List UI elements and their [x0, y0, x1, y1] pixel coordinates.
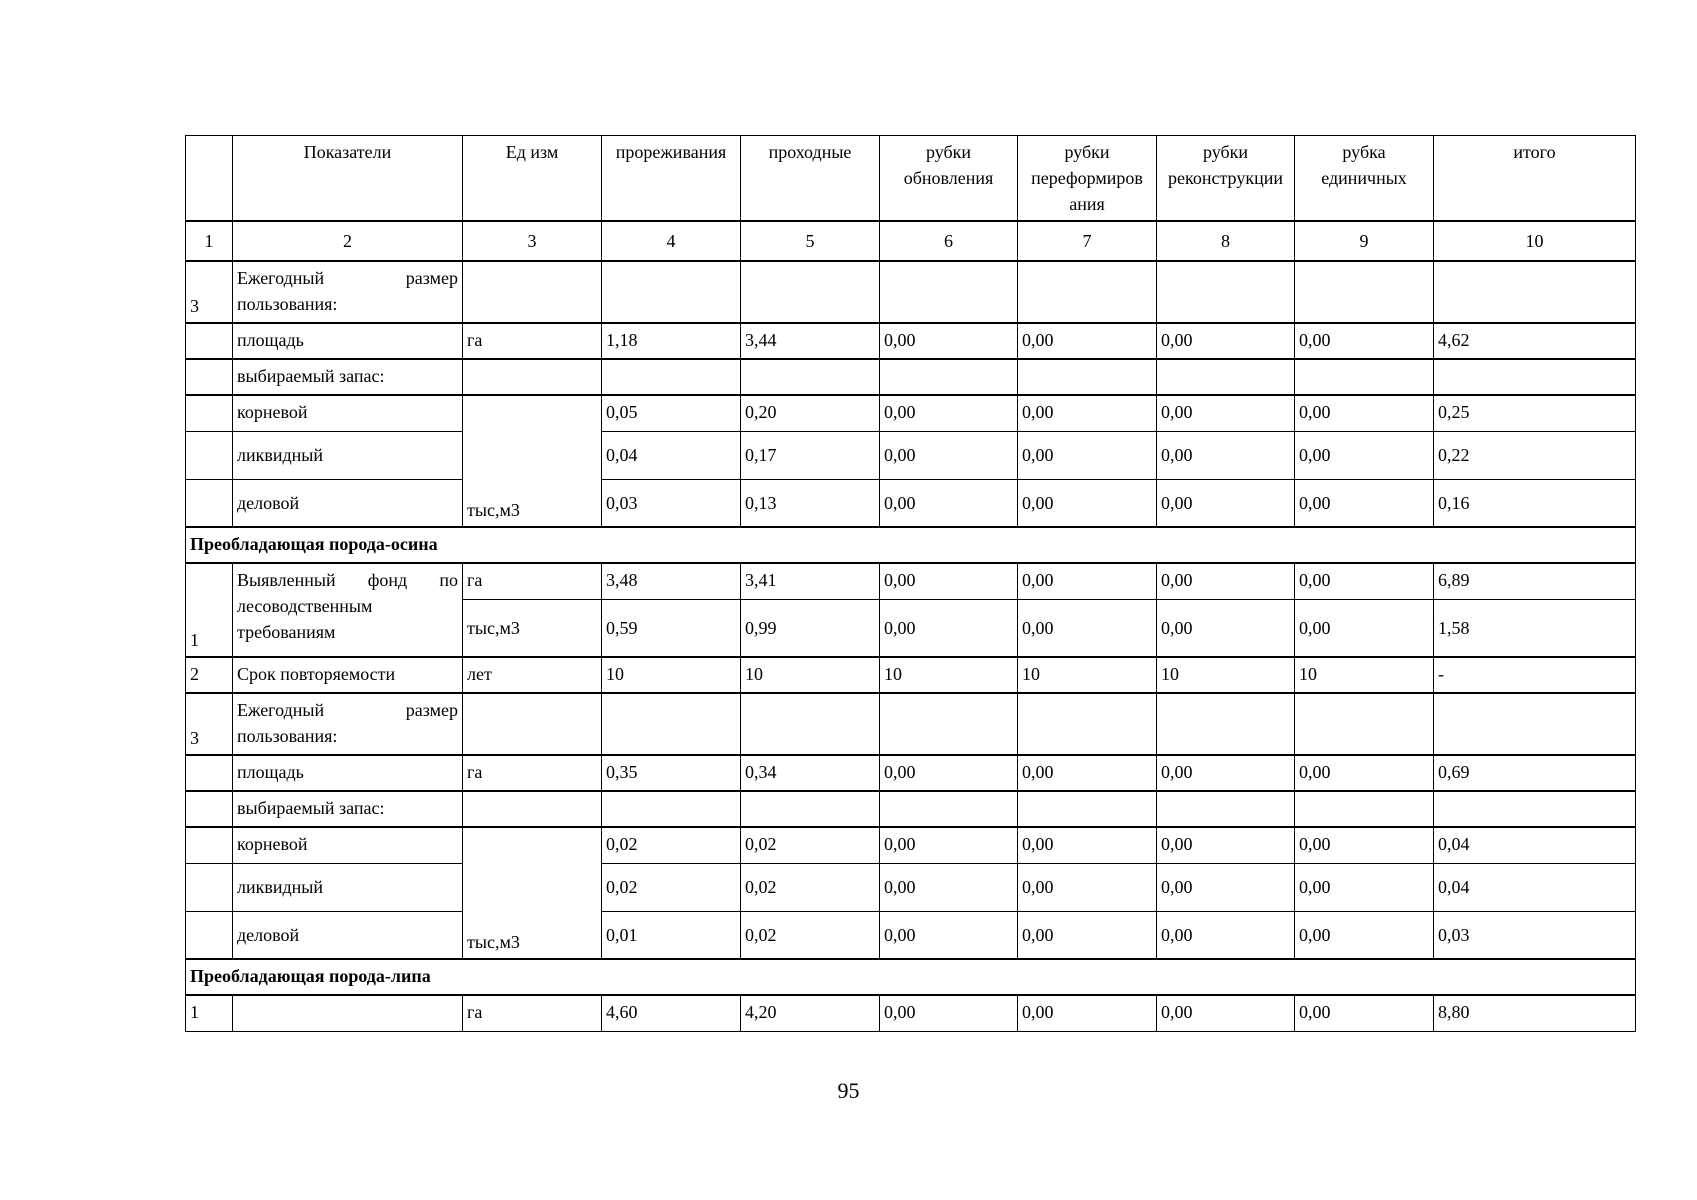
value-cell: 0,02 [741, 911, 880, 959]
header-cell-thinning: прореживания [602, 136, 741, 222]
section-title: Преобладающая порода-липа [186, 959, 1636, 995]
unit-cell: тыс,м3 [463, 395, 602, 527]
value-cell: 0,00 [880, 827, 1018, 863]
value-cell: 0,17 [741, 431, 880, 479]
column-number: 8 [1157, 221, 1295, 261]
value-cell: 0,00 [1295, 995, 1434, 1031]
value-cell: 0,00 [1157, 599, 1295, 657]
value-cell: 0,00 [1295, 911, 1434, 959]
column-number: 2 [233, 221, 463, 261]
section-row [186, 527, 1636, 563]
row-label: площадь [233, 323, 463, 359]
row-label: корневой [233, 827, 463, 863]
row-label: Ежегодный размер пользования: [233, 261, 463, 323]
value-cell: 0,00 [1295, 563, 1434, 599]
header-cell-indicators: Показатели [233, 136, 463, 222]
header-cell-passage: проходные [741, 136, 880, 222]
header-cell-unit: Ед изм [463, 136, 602, 222]
row-label: деловой [233, 479, 463, 527]
value-cell: 0,00 [1157, 431, 1295, 479]
table-row [186, 395, 1636, 431]
row-label: ликвидный [233, 431, 463, 479]
value-cell: 0,69 [1434, 755, 1636, 791]
header-cell-reconstruction: рубки реконструкции [1157, 136, 1295, 222]
page-number: 95 [837, 1078, 860, 1103]
value-cell: 0,00 [1295, 827, 1434, 863]
row-number: 1 [186, 995, 233, 1031]
value-cell: 0,00 [880, 323, 1018, 359]
value-cell: 0,00 [1295, 479, 1434, 527]
header-cell-total: итого [1434, 136, 1636, 222]
column-number: 10 [1434, 221, 1636, 261]
value-cell: 0,00 [1157, 323, 1295, 359]
value-cell: 0,00 [1295, 395, 1434, 431]
unit-cell: тыс,м3 [463, 827, 602, 959]
value-cell: 0,00 [1018, 431, 1157, 479]
value-cell: 0,00 [1157, 755, 1295, 791]
table-row [186, 827, 1636, 863]
value-cell: 0,05 [602, 395, 741, 431]
column-number: 6 [880, 221, 1018, 261]
value-cell: 0,13 [741, 479, 880, 527]
row-label: выбираемый запас: [233, 359, 463, 395]
value-cell: 0,00 [1018, 395, 1157, 431]
row-number: 1 [186, 563, 233, 657]
value-cell: 3,48 [602, 563, 741, 599]
value-cell: 4,20 [741, 995, 880, 1031]
value-cell: 10 [602, 657, 741, 693]
value-cell: 0,00 [880, 563, 1018, 599]
header-cell-index [186, 136, 233, 222]
row-label [233, 995, 463, 1031]
column-number: 5 [741, 221, 880, 261]
unit-cell: га [463, 995, 602, 1031]
value-cell: 0,03 [1434, 911, 1636, 959]
value-cell: 0,00 [880, 755, 1018, 791]
value-cell: 0,00 [880, 863, 1018, 911]
value-cell: 0,20 [741, 395, 880, 431]
column-number: 1 [186, 221, 233, 261]
value-cell: 4,60 [602, 995, 741, 1031]
column-number: 4 [602, 221, 741, 261]
value-cell: 3,41 [741, 563, 880, 599]
table-row [186, 995, 1636, 1031]
table-row [186, 791, 1636, 827]
value-cell: 0,00 [880, 431, 1018, 479]
value-cell: 0,01 [602, 911, 741, 959]
unit-cell: га [463, 323, 602, 359]
row-label: Ежегодный размер пользования: [233, 693, 463, 755]
table-row [186, 657, 1636, 693]
section-row [186, 959, 1636, 995]
row-label: Срок повторяемости [233, 657, 463, 693]
value-cell: 0,00 [1018, 995, 1157, 1031]
table-row [186, 563, 1636, 599]
row-label: корневой [233, 395, 463, 431]
value-cell: 0,04 [1434, 863, 1636, 911]
value-cell: 0,25 [1434, 395, 1636, 431]
value-cell: 0,02 [741, 863, 880, 911]
unit-cell: лет [463, 657, 602, 693]
value-cell: 0,00 [880, 911, 1018, 959]
value-cell: 0,00 [1018, 563, 1157, 599]
value-cell: 0,16 [1434, 479, 1636, 527]
row-label: Выявленный фонд по лесоводственным требованиям [233, 563, 463, 657]
value-cell: 0,03 [602, 479, 741, 527]
value-cell: 8,80 [1434, 995, 1636, 1031]
value-cell: 0,00 [1018, 479, 1157, 527]
row-number: 2 [186, 657, 233, 693]
value-cell: 0,00 [880, 479, 1018, 527]
value-cell: 0,00 [1018, 599, 1157, 657]
table-row [186, 323, 1636, 359]
header-row [186, 136, 1636, 222]
value-cell: 1,58 [1434, 599, 1636, 657]
header-cell-single: рубка единичных [1295, 136, 1434, 222]
value-cell: 0,00 [1157, 563, 1295, 599]
value-cell: 0,00 [1295, 599, 1434, 657]
value-cell: 10 [1018, 657, 1157, 693]
value-cell: 0,00 [1157, 995, 1295, 1031]
value-cell: 10 [1295, 657, 1434, 693]
row-label: площадь [233, 755, 463, 791]
value-cell: 0,02 [602, 827, 741, 863]
value-cell: 0,04 [602, 431, 741, 479]
value-cell: 0,00 [1018, 755, 1157, 791]
row-number: 3 [186, 261, 233, 323]
value-cell: 6,89 [1434, 563, 1636, 599]
value-cell: 10 [1157, 657, 1295, 693]
column-number: 7 [1018, 221, 1157, 261]
value-cell: 0,02 [602, 863, 741, 911]
row-number: 3 [186, 693, 233, 755]
value-cell: 0,00 [880, 599, 1018, 657]
value-cell: 0,22 [1434, 431, 1636, 479]
row-label: выбираемый запас: [233, 791, 463, 827]
value-cell: 0,00 [1157, 479, 1295, 527]
value-cell: 0,00 [1018, 323, 1157, 359]
value-cell: 0,35 [602, 755, 741, 791]
unit-cell: тыс,м3 [463, 599, 602, 657]
table-row [186, 261, 1636, 323]
unit-cell: га [463, 755, 602, 791]
value-cell: 0,59 [602, 599, 741, 657]
value-cell: 0,00 [880, 395, 1018, 431]
value-cell: 1,18 [602, 323, 741, 359]
value-cell: 0,00 [1157, 863, 1295, 911]
value-cell: 0,00 [1157, 827, 1295, 863]
value-cell: 0,00 [1295, 755, 1434, 791]
value-cell: 0,00 [1295, 323, 1434, 359]
value-cell: 3,44 [741, 323, 880, 359]
table-row [186, 359, 1636, 395]
section-title: Преобладающая порода-осина [186, 527, 1636, 563]
value-cell: 0,02 [741, 827, 880, 863]
value-cell: 0,99 [741, 599, 880, 657]
value-cell: 0,00 [880, 995, 1018, 1031]
value-cell: 10 [880, 657, 1018, 693]
row-label: ликвидный [233, 863, 463, 911]
table-row [186, 911, 1636, 959]
table-row [186, 479, 1636, 527]
value-cell: 0,00 [1157, 395, 1295, 431]
value-cell: 0,00 [1018, 863, 1157, 911]
forest-use-table [185, 135, 1636, 1032]
value-cell: 0,04 [1434, 827, 1636, 863]
value-cell: 0,00 [1295, 863, 1434, 911]
table-row [186, 863, 1636, 911]
value-cell: 0,34 [741, 755, 880, 791]
column-number: 3 [463, 221, 602, 261]
value-cell: 4,62 [1434, 323, 1636, 359]
row-label: деловой [233, 911, 463, 959]
column-number-row [186, 221, 1636, 261]
table-row [186, 431, 1636, 479]
value-cell: - [1434, 657, 1636, 693]
column-number: 9 [1295, 221, 1434, 261]
table-row [186, 755, 1636, 791]
value-cell: 0,00 [1295, 431, 1434, 479]
unit-cell: га [463, 563, 602, 599]
value-cell: 0,00 [1018, 827, 1157, 863]
table-row [186, 693, 1636, 755]
value-cell: 0,00 [1018, 911, 1157, 959]
header-cell-renewal: рубки обновления [880, 136, 1018, 222]
value-cell: 10 [741, 657, 880, 693]
value-cell: 0,00 [1157, 911, 1295, 959]
header-cell-reformation: рубки переформиров ания [1018, 136, 1157, 222]
